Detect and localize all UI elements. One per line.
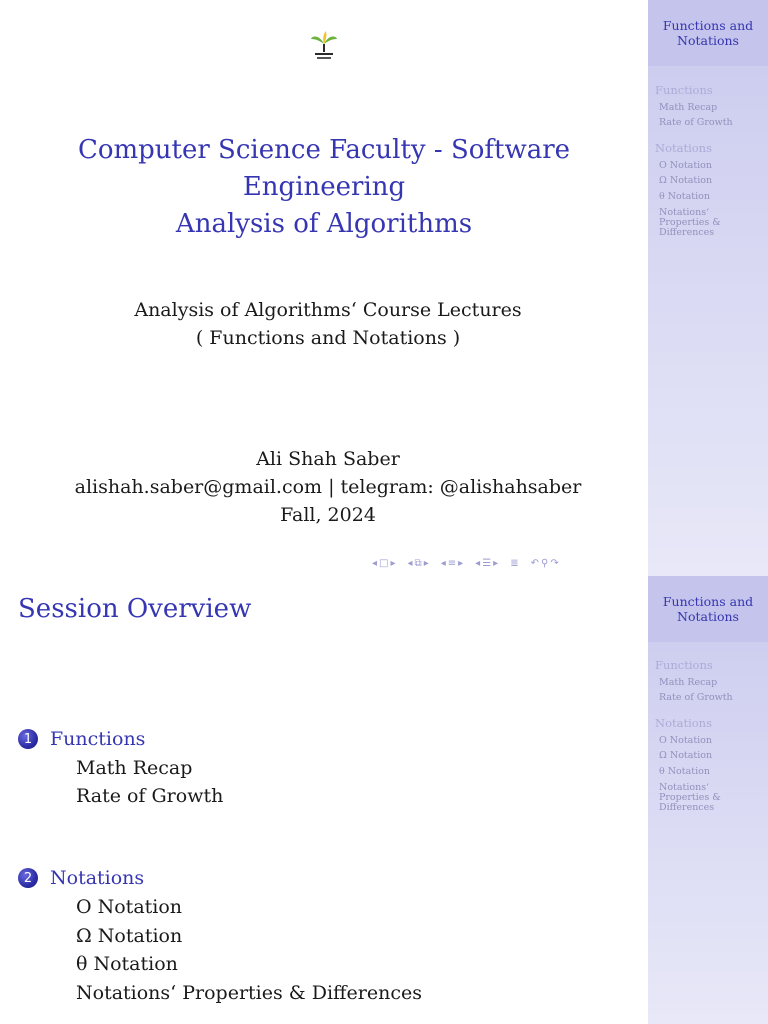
presentation-date: Fall, 2024 [280,504,376,526]
sidebar-section-notations[interactable]: Notations [655,716,712,730]
sidebar-section-functions[interactable]: Functions [655,658,713,672]
author-contact: alishah.saber@gmail.com | telegram: @alishahsaber [74,476,582,498]
overview-section-notations[interactable] [18,867,144,889]
subtitle-line: ( Functions and Notations ) [195,327,461,349]
nav-align-group[interactable] [510,558,518,569]
section-label: Notations [50,867,145,889]
author-name: Ali Shah Saber [256,448,400,470]
sidebar-item-rate-of-growth[interactable]: Rate of Growth [659,117,733,128]
sidebar [648,0,768,576]
overview-item-o-notation[interactable]: O Notation [76,896,183,918]
sidebar-item-omega-notation[interactable]: Ω Notation [659,750,713,761]
section-number-ball-icon: 1 [18,729,38,749]
overview-item-notations-properties[interactable]: Notations‘ Properties & Differences [76,982,422,1004]
nav-frame-group[interactable] [372,558,396,569]
subtitle-line: Analysis of Algorithms‘ Course Lectures [134,299,522,321]
nav-subsection-group[interactable] [408,558,429,569]
overview-item-theta-notation[interactable]: θ Notation [76,953,178,975]
nav-right-arrow-icon[interactable]: ▸ [458,557,464,569]
title-line: Analysis of Algorithms [175,209,473,239]
sidebar-section-functions[interactable]: Functions [655,83,713,97]
nav-section-icon: ≡ [447,557,457,569]
nav-left-arrow-icon[interactable]: ◂ [407,557,413,569]
overview-item-math-recap[interactable]: Math Recap [76,757,193,779]
overview-item-omega-notation[interactable]: Ω Notation [76,925,183,947]
sidebar-title[interactable]: Functions and Notations [648,0,768,66]
sidebar-item-math-recap[interactable]: Math Recap [659,677,718,688]
nav-right-arrow-icon[interactable]: ▸ [423,557,429,569]
sidebar-item-math-recap[interactable]: Math Recap [659,102,718,113]
nav-undo-icon[interactable]: ↶ [530,557,539,569]
nav-frame-icon: □ [379,557,389,569]
author-block [0,445,656,529]
sidebar-item-o-notation[interactable]: O Notation [659,160,713,171]
nav-section-group[interactable] [441,558,463,569]
sidebar [648,576,768,1024]
sidebar-item-o-notation[interactable]: O Notation [659,735,713,746]
frame-title: Session Overview [18,594,252,624]
nav-align-icon[interactable]: ≣ [510,557,519,569]
sidebar-item-rate-of-growth[interactable]: Rate of Growth [659,692,733,703]
nav-document-icon: ☰ [482,557,492,569]
sidebar-title[interactable]: Functions and Notations [648,576,768,642]
title-line: Engineering [242,172,406,202]
sidebar-item-theta-notation[interactable]: θ Notation [659,766,710,777]
nav-left-arrow-icon[interactable]: ◂ [440,557,446,569]
nav-left-arrow-icon[interactable]: ◂ [475,557,481,569]
sidebar-item-theta-notation[interactable]: θ Notation [659,191,710,202]
presentation-subtitle [0,296,656,352]
beamer-navigation-bar [372,556,567,570]
title-line: Computer Science Faculty - Software [77,135,571,165]
overview-section-functions[interactable] [18,728,145,750]
sidebar-item-notations-properties[interactable]: Notations‘ Properties & Differences [659,207,721,238]
nav-search-icon[interactable]: ⚲ [540,557,549,569]
section-label: Functions [50,728,146,750]
presentation-title [0,132,648,243]
slide-main-area [0,0,648,576]
sidebar-item-notations-properties[interactable]: Notations‘ Properties & Differences [659,782,721,813]
sidebar-section-notations[interactable]: Notations [655,141,712,155]
nav-left-arrow-icon[interactable]: ◂ [372,557,378,569]
nav-subsection-icon: ⧉ [414,557,422,569]
university-logo-icon [309,30,339,62]
overview-item-rate-of-growth[interactable]: Rate of Growth [76,785,224,807]
slide-main-area [0,576,648,1024]
sidebar-item-omega-notation[interactable]: Ω Notation [659,175,713,186]
nav-redo-icon[interactable]: ↷ [550,557,559,569]
section-number-ball-icon: 2 [18,868,38,888]
nav-document-group[interactable] [475,558,498,569]
nav-right-arrow-icon[interactable]: ▸ [493,557,499,569]
nav-search-group[interactable] [531,558,559,569]
nav-right-arrow-icon[interactable]: ▸ [390,557,396,569]
overview-slide [0,576,768,1024]
